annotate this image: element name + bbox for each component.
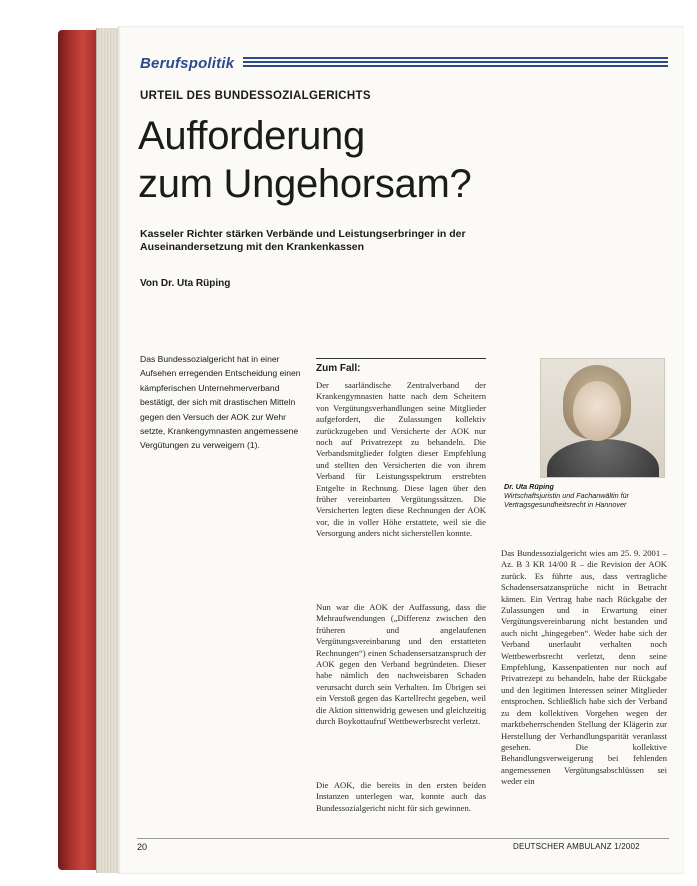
column1-paragraph-3: Die AOK, die bereits in den ersten beiden Instanzen unterlegen war, konnte auch das Bundessozialgericht nicht für sich gewinnen. bbox=[316, 780, 486, 813]
caption-name: Dr. Uta Rüping bbox=[504, 482, 554, 491]
headline-line-1: Aufforderung bbox=[138, 114, 365, 158]
column1-paragraph-1: Der saarländische Zentralverband der Krankengymnasten hatte nach dem Scheitern von Vergütungsverhandlungen seine Mitglieder aufgefordert, die Zulassungen kollektiv zurückzugeben und Versicherte der AOK nur noch auf Privatrezept zu behandeln. Die Verbandsmitglieder folgten dieser Empfehlung und stellten den Versicherten die von ihrem Verband für Leistungsspektrum erstrebten Entgelte in Rechnung. Diese lagen über den früher vereinbarten Vergütungssätzen. Die Versicherten legten diese Rechnungen der AOK vor, die in voller Höhe erstattete, weil sie die Versorgung anders nicht sicherstellen konnte. bbox=[316, 380, 486, 539]
headline-line-2: zum Ungehorsam? bbox=[138, 162, 472, 206]
photo-shoulders bbox=[547, 439, 659, 478]
footer-rule bbox=[137, 838, 669, 839]
deck: Kasseler Richter stärken Verbände und Leistungserbringer in der Auseinandersetzung mit den Krankenkassen bbox=[140, 228, 466, 253]
byline: Von Dr. Uta Rüping bbox=[140, 278, 231, 289]
journal-name: DEUTSCHER AMBULANZ 1/2002 bbox=[513, 842, 640, 851]
author-photo bbox=[540, 358, 665, 478]
section-label: Berufspolitik bbox=[140, 55, 235, 72]
headline bbox=[138, 112, 471, 208]
section-rule bbox=[243, 57, 668, 69]
kicker: URTEIL DES BUNDESSOZIALGERICHTS bbox=[140, 90, 371, 102]
photo-caption bbox=[504, 482, 669, 509]
column1-paragraph-2: Nun war die AOK der Auffassung, dass die Mehraufwendungen („Differenz zwischen den früheren und angelaufenen Vergütungsvereinbarung und den erstatteten Rechnungen“) einen Schadensersatzanspruch der AOK gegen den Verband begründeten. Dieser habe nämlich den nachweisbaren Schaden verursacht durch sein Verhalten. Im Übrigen sei ein Verstoß gegen das Kartellrecht gegeben, weil die Aktion sittenwidrig gewesen und gleichzeitig durch Boykottaufruf Wettbewerbsrecht verletzt. bbox=[316, 602, 486, 727]
column2-paragraph: Das Bundessozialgericht wies am 25. 9. 2001 – Az. B 3 KR 14/00 R – die Revision der AOK zurück. Es führte aus, dass vertragliche Schadensersatzansprüche nicht in Betracht kämen. Ein Vertrag habe nach Rückgabe der Zulassungen und in Erwartung einer Vergütungsvereinbarung nicht bestanden und auch nicht „hingegeben“. Weder habe sich der Verband unerlaubt verhalten noch Wettbewerbsrecht verletzt, denn seine Empfehlung, Kassenpatienten nur noch auf Privatrezept zu behandeln, habe der Rückgabe und den legitimen Interessen seiner Mitglieder entsprochen. Schließlich habe sich der Verband zu dem kollektiven Vorgehen wegen der marktbeherrschenden Stellung der Klägerin zur Herstellung der Verhandlungsparität veranlasst gesehen. Die kollektive Behandlungsverweigerung bei fehlenden angemessenen Vergütungsabschlüssen sei weder ein bbox=[501, 548, 667, 787]
photo-face bbox=[573, 381, 621, 441]
caption-role: Wirtschaftsjuristin und Fachanwältin für Vertragsgesundheitsrecht in Hannover bbox=[504, 491, 629, 509]
intro-paragraph: Das Bundessozialgericht hat in einer Aufsehen erregenden Entscheidung einen kämpferischen Unternehmerverband bestätigt, der sich mit drastischen Mitteln gegen den Versuch der AOK zur Wehr setzte, Krankengymnasten angemessene Vergütungen zu verweigern (1). bbox=[140, 354, 301, 451]
page-edges bbox=[96, 28, 120, 873]
page-number: 20 bbox=[137, 842, 148, 852]
box-heading: Zum Fall: bbox=[316, 358, 486, 374]
